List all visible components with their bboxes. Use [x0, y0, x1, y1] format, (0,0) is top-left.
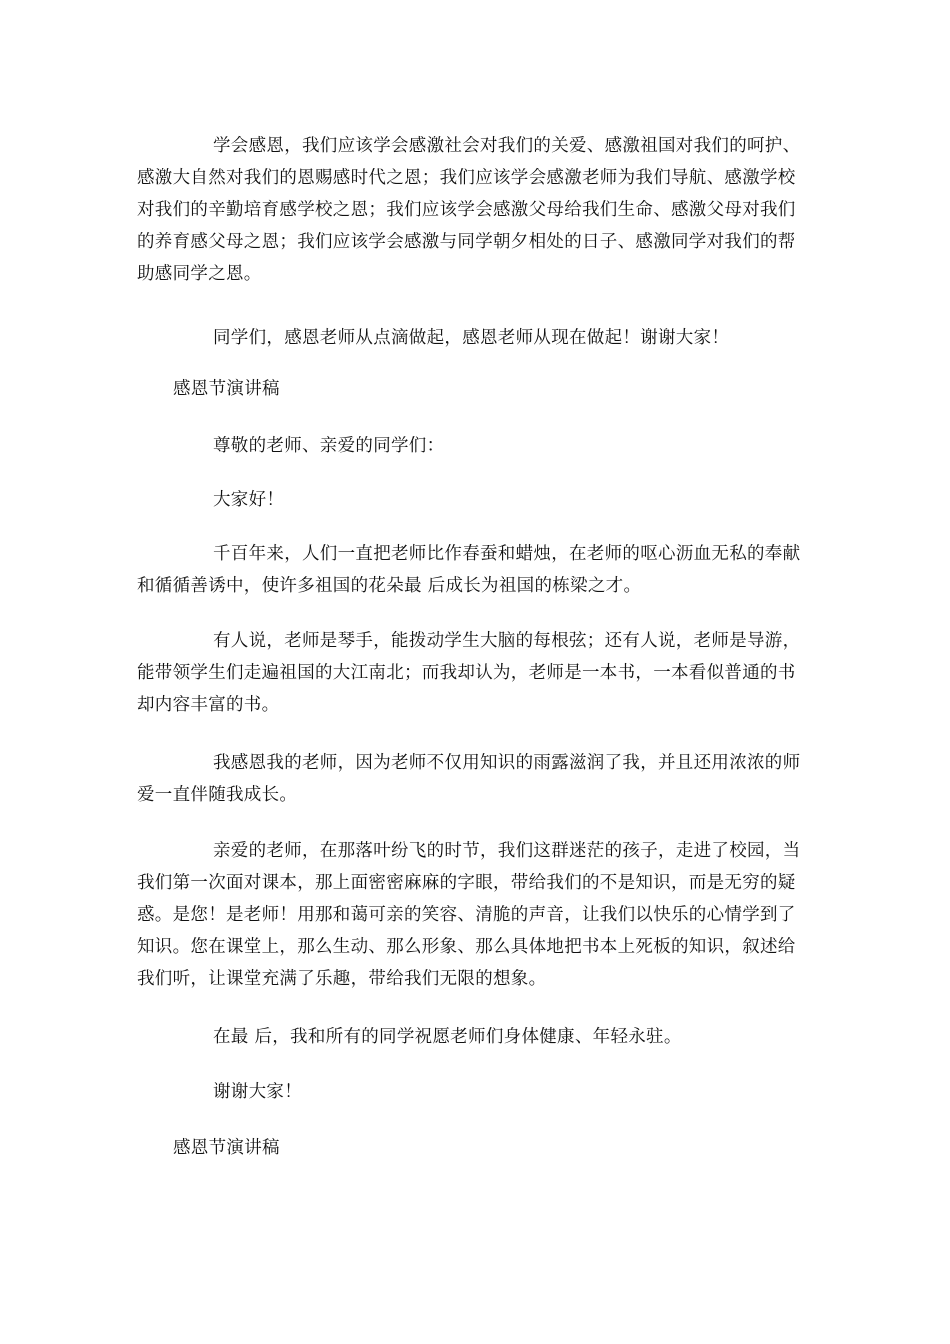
paragraph-grateful-teacher: 我感恩我的老师，因为老师不仅用知识的雨露滋润了我，并且还用浓浓的师爱一直伴随我成长。 — [137, 753, 801, 805]
paragraph-wishes: 在最 后，我和所有的同学祝愿老师们身体健康、年轻永驻。 — [213, 1027, 682, 1047]
paragraph-gratitude-intro: 学会感恩，我们应该学会感激社会对我们的关爱、感激祖国对我们的呵护、感激大自然对我们的恩赐感时代之恩；我们应该学会感激老师为我们导航、感激学校对我们的辛勤培育感学校之恩；我们应该学会感激父母给我们生命、感激父母对我们的养育感父母之恩；我们应该学会感激与同学朝夕相处的日子、感激同学对我们的帮助感同学之恩。 — [137, 136, 801, 284]
paragraph-closing-thanks: 同学们，感恩老师从点滴做起，感恩老师从现在做起！谢谢大家！ — [213, 328, 730, 348]
section-title-2: 感恩节演讲稿 — [173, 1138, 280, 1158]
paragraph-dear-teacher: 亲爱的老师，在那落叶纷飞的时节，我们这群迷茫的孩子，走进了校园，当我们第一次面对课本，那上面密密麻麻的字眼，带给我们的不是知识，而是无穷的疑惑。是您！是老师！用那和蔼可亲的笑容、清脆的声音，让我们以快乐的心情学到了知识。您在课堂上，那么生动、那么形象、那么具体地把书本上死板的知识，叙述给我们听，让课堂充满了乐趣，带给我们无限的想象。 — [137, 841, 801, 989]
greeting: 大家好！ — [213, 490, 285, 510]
paragraph-teacher-book: 有人说，老师是琴手，能拨动学生大脑的每根弦；还有人说，老师是导游，能带领学生们走遍祖国的大江南北；而我却认为，老师是一本书，一本看似普通的书却内容丰富的书。 — [137, 631, 801, 715]
paragraph-thanks: 谢谢大家！ — [213, 1082, 302, 1102]
section-title: 感恩节演讲稿 — [173, 379, 280, 399]
paragraph-teacher-candle: 千百年来，人们一直把老师比作春蚕和蜡烛，在老师的呕心沥血无私的奉献和循循善诱中，使许多祖国的花朵最 后成长为祖国的栋梁之才。 — [137, 544, 801, 596]
salutation: 尊敬的老师、亲爱的同学们： — [213, 436, 445, 456]
